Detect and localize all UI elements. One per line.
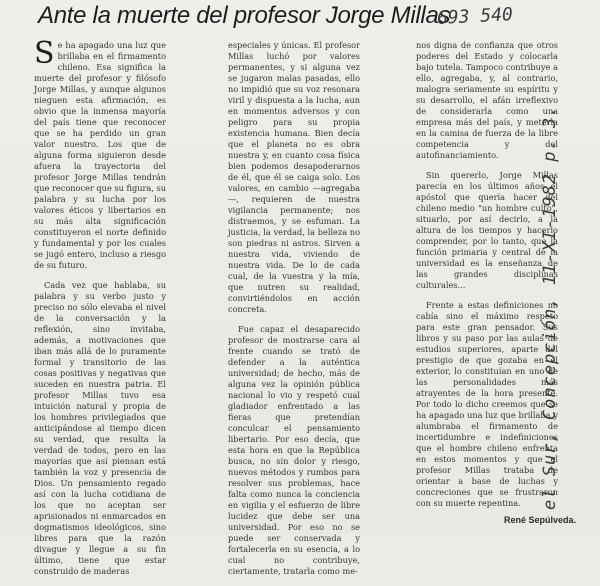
headline: Ante la muerte del profesor Jorge Millas	[38, 2, 451, 29]
handwritten-source-note: el Sur, Concepción, 11-XI-1982 p. 3.	[540, 105, 560, 510]
article-paragraph: nos digna de confianza que otros poderes del Estado y colocarla bajo tutela. Tampoco contribuye a ello, agregaba, y, al contrario, malogra seriamente su espíritu y su desarrollo, el afán irreflexivo de considerarla como una empresa más del país, y meterla en la camisa de fuerza de la libre competencia y del autofinanciamiento.	[416, 40, 558, 160]
author-byline: René Sepúlveda.	[504, 515, 577, 525]
article-paragraph	[34, 36, 166, 271]
handwritten-catalog-number: 693 540	[436, 4, 514, 29]
paragraph-text: e ha apagado una luz que brillaba en el firmamento chileno. Esa significa la muerte del profesor y filósofo Jorge Millas, y aunque algunos nieguen esta afirmación, es obvio que la inmensa mayoría del país tiene que reconocer que se ha perdido un gran valor nuestro. Los que de alguna forma siguieron desde afuera la trayectoria del profesor Jorge Millas tendrán que reconocer que su figura, su palabra y su lucha por los valores éticos y libertarios en su más alta significación constituyeron el norte definido y fundamental y por los cuales se jugó entero, incluso a riesgo de su futuro.	[34, 40, 166, 270]
article-paragraph: Fue capaz el desaparecido profesor de mostrarse cara al frente cuando se trató de defender a la auténtica universidad; de hecho, más de alguna vez la opinión pública nacional lo vio y respetó cual gladiador enfrentado a las fieras que pretendían conculcar el pensamiento libertario. Por eso decía, que esta hora en que la República busca, no sin dolor y riesgo, nuevos métodos y rumbos para resolver sus problemas, hace falta como nunca la conciencia en vigilia y el esfuerzo de libre lucidez que debe ser una universidad. Por eso no se puede ser conservada y fortalecerla en su esencia, a lo cual no contribuye, ciertamente, tratarla como me-	[228, 324, 360, 576]
article-paragraph: Sin quererlo, Jorge Millas parecía en los últimos años el apóstol que quería hacer del chileno medio "un hombre culto", situarlo, por así decirlo, a la altura de los tiempos y hacerlo comprender, por lo tanto, que la función primaria y central de la universidad es la enseñanza de las grandes disciplinas culturales...	[416, 170, 558, 290]
article-paragraph: Cada vez que hablaba, su palabra y su verbo justo y preciso no sólo elevaba el nivel de la conversación y la reflexión, sino invitaba, además, a motivaciones que iban más allá de lo puramente formal y transitorio de las cosas positivas y negativas que suceden en nuestra patria. El profesor Millas tuvo esa intuición natural y propia de los hombres privilegiados que anticipándose al tiempo dicen su verdad, que resulta la verdad de todos, pero en las mayorías que así piensan está también la voz y presencia de Dios. Un pensamiento regado así con la lucha cotidiana de los que no aceptan ser aprisionados ni enmarcados en dogmatismos ideológicos, sino libres para que la razón divague y llegue a su fin último, tiene que estar construido de maderas	[34, 280, 166, 576]
article-column-1	[34, 36, 166, 586]
article-paragraph: Frente a estas definiciones no cabía sino el máximo respeto para este gran pensador. Sus libros y su paso por las aulas de estudios superiores, aparte del prestigio de que gozaba en el exterior, lo constituían en uno de las personalidades más atrayentes de la hora presente. Por todo lo dicho creemos que se ha apagado una luz que brillaba y alumbraba el firmamento de incertidumbre e indefiniciones que el hombre chileno enfrenta en estos momentos y que el profesor Millas trataba de orientar a base de luchas y concreciones que se frustraron con su muerte repentina.	[416, 300, 558, 508]
drop-cap: S	[34, 36, 55, 71]
article-column-3	[416, 40, 558, 518]
article-column-2	[228, 40, 360, 586]
article-paragraph: especiales y únicas. El profesor Millas luchó por valores permanentes, y si alguna vez se jugaron malas pasadas, ello no impidió que su voz resonara viril y dispuesta a la lucha, aun en momentos adversos y con peligro para su propia existencia humana. Bien decía que el planeta no es obra nuestra y, en cuanto cosa física bien podemos desapoderarnos de él, que él se caiga solo. Los valores, en cambio —agregaba—, requieren de nuestra vigilancia permanente; nos distraemos, y se esfuman. La justicia, la verdad, la belleza no son piedras ni astros. Sirven a nuestra vida, viviendo de nuestra vida. De lo de cada cual, de la vuestra y la mía, que nutren su realidad, convirtiéndolos en acción concreta.	[228, 40, 360, 314]
